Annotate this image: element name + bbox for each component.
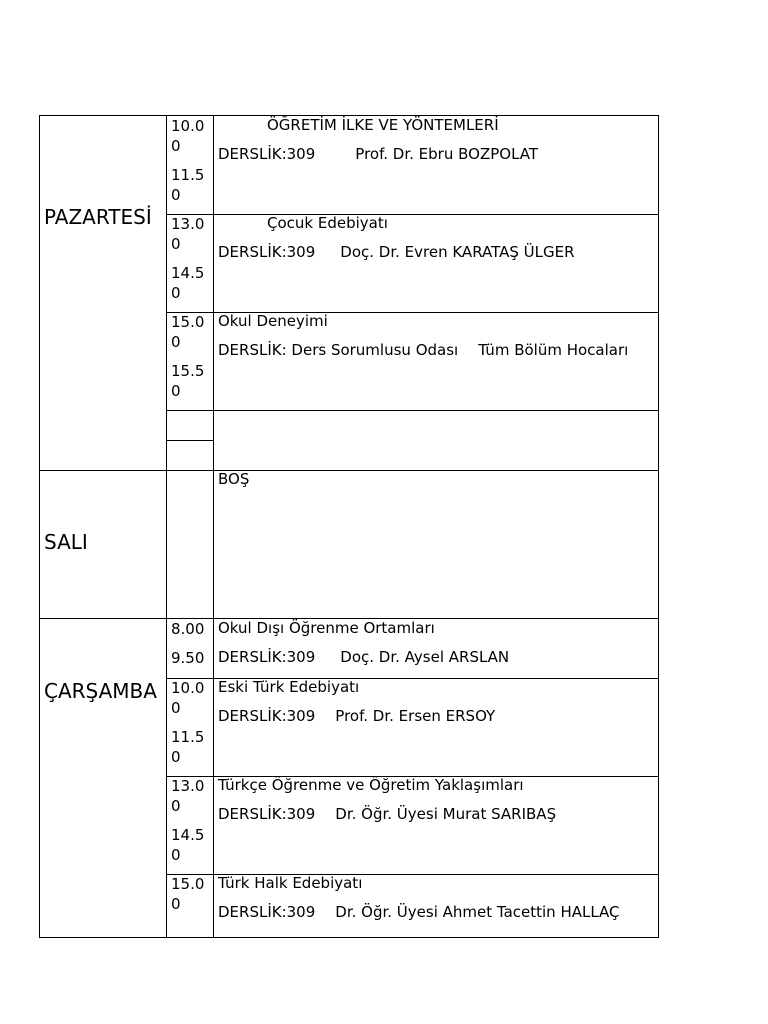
row-divider bbox=[166, 410, 659, 411]
table-border-left bbox=[39, 115, 40, 938]
time-cell bbox=[171, 619, 211, 668]
course-title: Eski Türk Edebiyatı bbox=[218, 678, 360, 696]
start-time: 8.00 bbox=[171, 620, 205, 638]
end-time: 15.50 bbox=[171, 362, 205, 400]
classroom: DERSLİK:309 bbox=[218, 903, 316, 921]
end-time: 9.50 bbox=[171, 649, 205, 667]
start-time: 13.00 bbox=[171, 777, 205, 815]
row-divider bbox=[166, 440, 213, 441]
end-time: 11.50 bbox=[171, 166, 205, 204]
course-cell bbox=[218, 619, 654, 666]
classroom: DERSLİK:309 bbox=[218, 145, 316, 163]
start-time: 15.00 bbox=[171, 875, 205, 913]
course-cell bbox=[218, 776, 654, 823]
day-label-wednesday: ÇARŞAMBA bbox=[44, 679, 157, 703]
instructor: Prof. Dr. Ersen ERSOY bbox=[335, 707, 496, 725]
time-cell bbox=[171, 776, 211, 865]
end-time: 14.50 bbox=[171, 264, 205, 302]
classroom: DERSLİK:309 bbox=[218, 805, 316, 823]
table-border-right bbox=[658, 115, 659, 938]
instructor: Dr. Öğr. Üyesi Murat SARIBAŞ bbox=[335, 805, 557, 823]
day-label-tuesday: SALI bbox=[44, 530, 88, 554]
course-title: Türk Halk Edebiyatı bbox=[218, 874, 363, 892]
table-border-bottom bbox=[39, 937, 659, 938]
course-title: Okul Deneyimi bbox=[218, 312, 328, 330]
time-cell bbox=[171, 312, 211, 401]
empty-day-note: BOŞ bbox=[218, 470, 250, 488]
time-cell bbox=[171, 116, 211, 205]
start-time: 10.00 bbox=[171, 679, 205, 717]
instructor: Dr. Öğr. Üyesi Ahmet Tacettin HALLAÇ bbox=[335, 903, 620, 921]
time-cell bbox=[171, 874, 211, 914]
instructor: Doç. Dr. Aysel ARSLAN bbox=[340, 648, 510, 666]
classroom: DERSLİK:309 bbox=[218, 243, 316, 261]
time-cell bbox=[171, 214, 211, 303]
classroom: DERSLİK:309 bbox=[218, 707, 316, 725]
end-time: 11.50 bbox=[171, 728, 205, 766]
course-cell bbox=[218, 116, 654, 163]
course-cell bbox=[218, 874, 654, 921]
classroom: DERSLİK: Ders Sorumlusu Odası bbox=[218, 341, 459, 359]
instructor: Prof. Dr. Ebru BOZPOLAT bbox=[355, 145, 539, 163]
start-time: 15.00 bbox=[171, 313, 205, 351]
instructor: Tüm Bölüm Hocaları bbox=[478, 341, 629, 359]
course-title: Okul Dışı Öğrenme Ortamları bbox=[218, 619, 435, 637]
course-title: Çocuk Edebiyatı bbox=[267, 214, 388, 232]
column-divider-time bbox=[213, 115, 214, 938]
time-cell bbox=[171, 678, 211, 767]
course-title: ÖĞRETİM İLKE VE YÖNTEMLERİ bbox=[267, 116, 499, 134]
instructor: Doç. Dr. Evren KARATAŞ ÜLGER bbox=[340, 243, 575, 261]
end-time: 14.50 bbox=[171, 826, 205, 864]
start-time: 10.00 bbox=[171, 117, 205, 155]
course-title: Türkçe Öğrenme ve Öğretim Yaklaşımları bbox=[218, 776, 524, 794]
course-cell bbox=[218, 470, 654, 488]
column-divider-day bbox=[166, 115, 167, 938]
day-label-monday: PAZARTESİ bbox=[44, 205, 152, 229]
course-cell bbox=[218, 678, 654, 725]
course-cell bbox=[218, 312, 654, 359]
start-time: 13.00 bbox=[171, 215, 205, 253]
course-cell bbox=[218, 214, 654, 261]
classroom: DERSLİK:309 bbox=[218, 648, 316, 666]
